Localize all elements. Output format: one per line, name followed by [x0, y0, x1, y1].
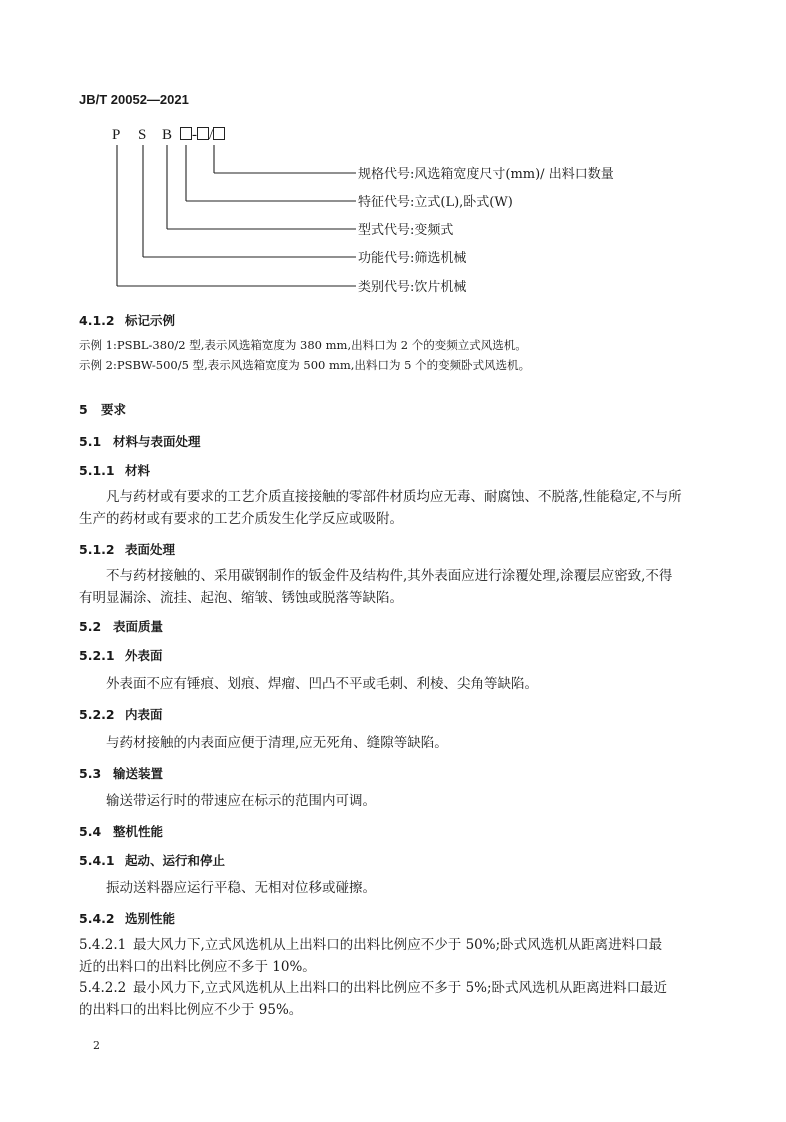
section-5-4-2-2-body: 5.4.2.2 最小风力下,立式风选机从上出料口的出料比例应不多于 5%;卧式风选机从距离进料口最近 的出料口的出料比例应不少于 95%。	[79, 980, 668, 1018]
section-5-2-2-body: 与药材接触的内表面应便于清理,应无死角、缝隙等缺陷。	[106, 735, 448, 751]
section-4-1-2-heading: 4.1.2 标记示例	[79, 313, 176, 328]
section-5-1-1-body: 凡与药材或有要求的工艺介质直接接触的零部件材质均应无毒、耐腐蚀、不脱落,性能稳定,不与所 生产的药材或有要求的工艺介质发生化学反应或吸附。	[79, 489, 682, 527]
label-category-code: 类别代号:饮片机械	[358, 280, 467, 295]
label-type-code: 型式代号:变频式	[358, 223, 454, 238]
section-5-1-2-heading: 5.1.2 表面处理	[79, 542, 176, 557]
section-5-2-2-heading: 5.2.2 内表面	[79, 707, 163, 722]
label-function-code: 功能代号:筛选机械	[358, 251, 467, 266]
section-5-4-2-1-body: 5.4.2.1 最大风力下,立式风选机从上出料口的出料比例应不少于 50%;卧式风选机从距离进料口最 近的出料口的出料比例应不多于 10%。	[79, 937, 663, 975]
section-5-1-1-heading: 5.1.1 材料	[79, 463, 151, 478]
section-5-4-2-heading: 5.4.2 选别性能	[79, 911, 176, 926]
section-5-2-heading: 5.2 表面质量	[79, 619, 164, 634]
section-5-2-1-body: 外表面不应有锤痕、划痕、焊瘤、凹凸不平或毛刺、利棱、尖角等缺陷。	[106, 676, 538, 692]
section-5-heading: 5 要求	[79, 402, 127, 417]
separator-slash: /	[209, 127, 214, 143]
document-number: JB/T 20052—2021	[79, 92, 189, 107]
section-5-3-heading: 5.3 输送装置	[79, 766, 164, 781]
designation-leader-lines	[0, 0, 786, 320]
code-letter-b: B	[162, 127, 173, 143]
section-5-4-heading: 5.4 整机性能	[79, 824, 164, 839]
label-spec-code: 规格代号:风选箱宽度尺寸(mm)/ 出料口数量	[358, 167, 614, 182]
example-1: 示例 1:PSBL-380/2 型,表示风选箱宽度为 380 mm,出料口为 2 个的变频立式风选机。	[79, 338, 527, 352]
section-5-4-1-body: 振动送料器应运行平稳、无相对位移或碰擦。	[106, 880, 376, 896]
label-feature-code: 特征代号:立式(L),卧式(W)	[358, 195, 513, 210]
section-5-1-2-body: 不与药材接触的、采用碳钢制作的钣金件及结构件,其外表面应进行涂覆处理,涂覆层应密致,不得 有明显漏涂、流挂、起泡、缩皱、锈蚀或脱落等缺陷。	[79, 568, 673, 606]
section-5-1-heading: 5.1 材料与表面处理	[79, 434, 201, 449]
separator-dash: -	[192, 127, 197, 143]
section-5-2-1-heading: 5.2.1 外表面	[79, 648, 163, 663]
section-5-4-1-heading: 5.4.1 起动、运行和停止	[79, 853, 226, 868]
example-2: 示例 2:PSBW-500/5 型,表示风选箱宽度为 500 mm,出料口为 5 个的变频卧式风选机。	[79, 358, 531, 372]
page-number: 2	[93, 1039, 100, 1052]
section-5-3-body: 输送带运行时的带速应在标示的范围内可调。	[106, 793, 376, 809]
code-letter-s: S	[138, 127, 147, 143]
code-letter-p: P	[112, 127, 121, 143]
